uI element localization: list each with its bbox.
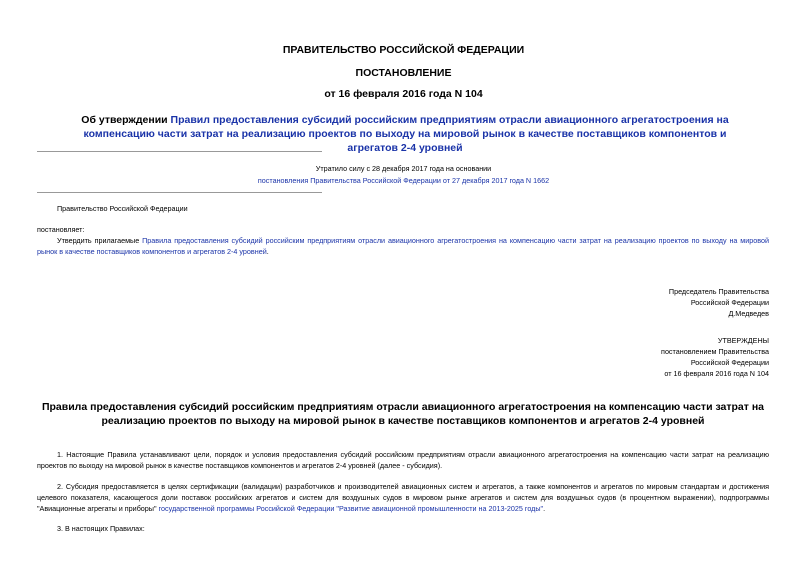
signature-block xyxy=(669,286,769,319)
state-program-link[interactable]: государственной программы Российской Федерации "Развитие авиационной промышленности на 2013-2025 годы" xyxy=(158,504,544,513)
resolves-text: постановляет: xyxy=(37,225,85,234)
approve-rules-link[interactable]: Правила предоставления субсидий российским предприятиям отрасли авиационного агрегатостроения на компенсацию части затрат на реализацию проектов по выходу на мировой рынок в качестве поставщиков компонентов и агрегатов 2-4 уровней xyxy=(37,236,770,256)
status-note-link-wrap xyxy=(0,175,807,186)
approve-prefix: Утвердить прилагаемые xyxy=(57,236,143,245)
doc-type-heading: ПОСТАНОВЛЕНИЕ xyxy=(355,67,452,79)
gov-rf-text: Правительство Российской Федерации xyxy=(57,204,188,213)
status-note-line1: Утратило силу с 28 декабря 2017 года на основании xyxy=(315,164,492,173)
approve-paragraph xyxy=(37,235,769,257)
title-rules-link[interactable]: Правил предоставления субсидий российским предприятиям отрасли авиационного агрегатостроения на компенсацию части затрат на реализацию проектов по выходу на мировой рынок в качестве поставщиков компонентов и агрегатов 2-4 уровней xyxy=(83,114,729,154)
repeal-resolution-link[interactable]: постановления Правительства Российской Федерации от 27 декабря 2017 года N 1662 xyxy=(257,176,550,185)
rules-p3-text: 3. В настоящих Правилах: xyxy=(57,524,145,533)
divider-top xyxy=(37,151,322,152)
date-number-heading: от 16 февраля 2016 года N 104 xyxy=(324,88,483,100)
rules-paragraph-2 xyxy=(37,481,769,514)
approve-suffix: . xyxy=(266,247,269,256)
approved-country: Российской Федерации xyxy=(690,358,769,367)
signature-country: Российской Федерации xyxy=(690,298,769,307)
rules-p2-end: . xyxy=(543,504,546,513)
rules-title: Правила предоставления субсидий российским предприятиям отрасли авиационного агрегатостроения на компенсацию части затрат на реализацию проектов по выходу на мировой рынок в качестве поставщиков компонентов и агрегатов 2-4 уровней xyxy=(41,401,765,427)
rules-paragraph-3 xyxy=(37,523,769,534)
approved-by: постановлением Правительства xyxy=(661,347,769,356)
document-title xyxy=(70,113,740,155)
rules-paragraph-1 xyxy=(37,449,769,471)
approved-block xyxy=(661,335,769,379)
rules-p1-text: 1. Настоящие Правила устанавливают цели, порядок и условия предоставления субсидий российским предприятиям отрасли авиационного агрегатостроения на компенсацию части затрат на реализацию проектов по выходу на мировой рынок в качестве поставщиков компонентов и агрегатов 2-4 уровней (далее - субсидия). xyxy=(37,450,769,470)
signature-title: Председатель Правительства xyxy=(668,287,769,296)
approved-date: от 16 февраля 2016 года N 104 xyxy=(664,369,769,378)
government-heading: ПРАВИТЕЛЬСТВО РОССИЙСКОЙ ФЕДЕРАЦИИ xyxy=(282,44,525,56)
approved-label: УТВЕРЖДЕНЫ xyxy=(717,336,769,345)
title-prefix: Об утверждении xyxy=(81,114,171,126)
divider-bottom xyxy=(37,192,322,193)
rules-p2-text: 2. Субсидия предоставляется в целях сертификации (валидации) разработчиков и производителей авиационных систем и агрегатов, а также компонентов и агрегатов по мировым стандартам и достижения целевого показателя, касающегося доли поставок российских агрегатов и систем для воздушных судов в мировом рынке агрегатов и систем для воздушных судов (в процентном выражении), подпрограммы "Авиационные агрегаты и приборы" xyxy=(37,482,769,513)
signature-name: Д.Медведев xyxy=(728,309,769,318)
